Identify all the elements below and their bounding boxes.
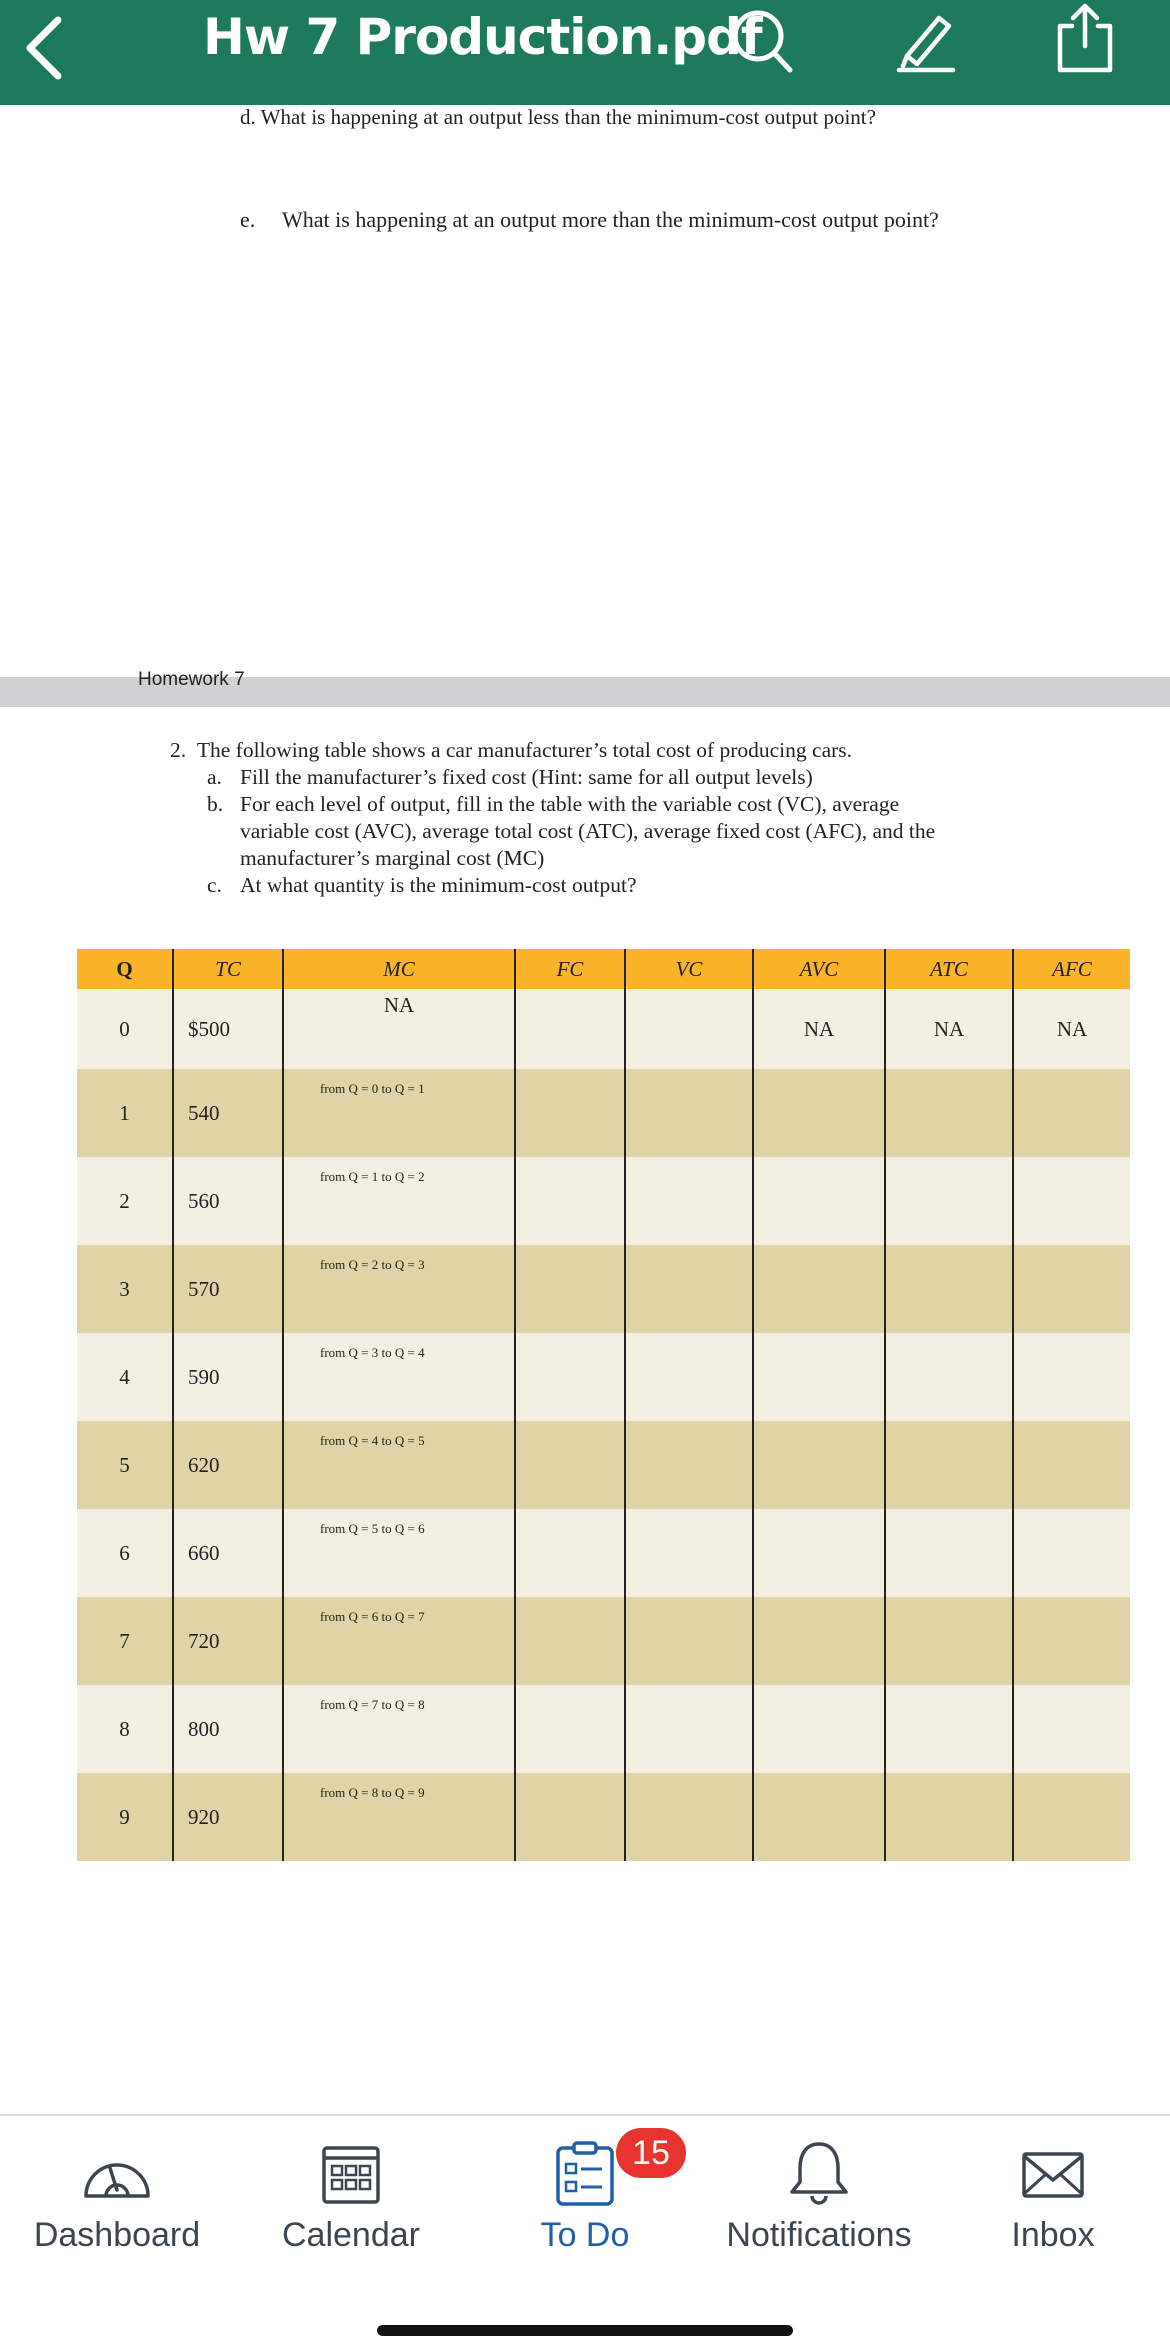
- todo-list-icon: [548, 2138, 622, 2208]
- cell-atc: [885, 1597, 1013, 1685]
- cell-atc: [885, 1685, 1013, 1773]
- cell-mc: from Q = 8 to Q = 9: [283, 1773, 515, 1861]
- cell-fc: [515, 989, 625, 1069]
- top-navigation-bar: [0, 0, 1170, 105]
- cell-fc: [515, 1509, 625, 1597]
- cell-q: 7: [77, 1597, 173, 1685]
- cell-avc: NA: [753, 989, 885, 1069]
- cell-afc: [1013, 1597, 1130, 1685]
- cell-fc: [515, 1597, 625, 1685]
- header-avc: AVC: [753, 949, 885, 989]
- cell-q: 0: [77, 989, 173, 1069]
- dashboard-gauge-icon: [80, 2138, 154, 2208]
- bottom-tab-bar: [0, 2114, 1170, 2338]
- cell-mc: from Q = 5 to Q = 6: [283, 1509, 515, 1597]
- tab-dashboard-label: Dashboard: [33, 2216, 201, 2254]
- cell-mc: from Q = 2 to Q = 3: [283, 1245, 515, 1333]
- homework-label: Homework 7: [138, 669, 245, 690]
- table-header-row: [77, 949, 1130, 989]
- tab-todo-label: To Do: [540, 2216, 630, 2254]
- bell-icon: [782, 2138, 856, 2208]
- share-icon[interactable]: [1050, 0, 1120, 76]
- todo-count-badge: 15: [616, 2128, 686, 2178]
- cell-vc: [625, 1773, 753, 1861]
- cell-afc: [1013, 1245, 1130, 1333]
- part-c-label: c.: [207, 873, 222, 897]
- cell-vc: [625, 989, 753, 1069]
- cell-afc: [1013, 1685, 1130, 1773]
- cell-tc: 590: [173, 1333, 283, 1421]
- cell-fc: [515, 1421, 625, 1509]
- tab-calendar-label: Calendar: [282, 2216, 420, 2254]
- table-row: [77, 1421, 1130, 1509]
- tab-calendar[interactable]: [234, 2116, 468, 2276]
- table-row: [77, 1245, 1130, 1333]
- question-e: [240, 207, 939, 233]
- header-tc: TC: [173, 949, 283, 989]
- cell-mc: from Q = 6 to Q = 7: [283, 1597, 515, 1685]
- cell-mc: NA: [283, 989, 515, 1069]
- home-indicator[interactable]: [377, 2325, 793, 2336]
- header-vc: VC: [625, 949, 753, 989]
- cell-fc: [515, 1685, 625, 1773]
- cell-tc: 920: [173, 1773, 283, 1861]
- cell-tc: 800: [173, 1685, 283, 1773]
- envelope-icon: [1016, 2138, 1090, 2208]
- cell-atc: [885, 1509, 1013, 1597]
- cell-q: 8: [77, 1685, 173, 1773]
- problem-2: [170, 737, 1070, 899]
- problem-part-c: [170, 872, 1070, 899]
- table-row: [77, 1069, 1130, 1157]
- cell-tc: 660: [173, 1509, 283, 1597]
- cell-mc: from Q = 7 to Q = 8: [283, 1685, 515, 1773]
- table-row: [77, 1333, 1130, 1421]
- cell-avc: [753, 1245, 885, 1333]
- part-c-text: At what quantity is the minimum-cost output?: [240, 873, 637, 897]
- cell-mc: from Q = 4 to Q = 5: [283, 1421, 515, 1509]
- highlighter-icon[interactable]: [893, 4, 959, 74]
- cell-vc: [625, 1333, 753, 1421]
- cell-afc: NA: [1013, 989, 1130, 1069]
- table-row: [77, 1773, 1130, 1861]
- cell-avc: [753, 1685, 885, 1773]
- cell-q: 9: [77, 1773, 173, 1861]
- problem-part-b-line3: manufacturer’s marginal cost (MC): [240, 846, 545, 870]
- table-row: [77, 1157, 1130, 1245]
- cell-q: 4: [77, 1333, 173, 1421]
- table-row: [77, 1509, 1130, 1597]
- cell-avc: [753, 1333, 885, 1421]
- cell-tc: 560: [173, 1157, 283, 1245]
- header-atc: ATC: [885, 949, 1013, 989]
- chevron-left-icon[interactable]: [18, 12, 68, 84]
- problem-intro: [170, 737, 1070, 764]
- cell-vc: [625, 1245, 753, 1333]
- cell-avc: [753, 1157, 885, 1245]
- cell-avc: [753, 1597, 885, 1685]
- cell-mc: from Q = 1 to Q = 2: [283, 1157, 515, 1245]
- cell-atc: [885, 1245, 1013, 1333]
- cell-afc: [1013, 1069, 1130, 1157]
- cell-afc: [1013, 1157, 1130, 1245]
- cell-afc: [1013, 1773, 1130, 1861]
- header-afc: AFC: [1013, 949, 1130, 989]
- question-e-text: What is happening at an output more than the minimum-cost output point?: [282, 207, 939, 232]
- cell-afc: [1013, 1333, 1130, 1421]
- problem-part-b: [170, 791, 1070, 818]
- search-icon[interactable]: [728, 4, 798, 74]
- cell-atc: [885, 1157, 1013, 1245]
- cell-tc: 720: [173, 1597, 283, 1685]
- question-d: d. What is happening at an output less than the minimum-cost output point?: [240, 105, 876, 129]
- cell-fc: [515, 1157, 625, 1245]
- cell-vc: [625, 1685, 753, 1773]
- part-a-text: Fill the manufacturer’s fixed cost (Hint: same for all output levels): [240, 765, 813, 789]
- part-a-label: a.: [207, 765, 222, 789]
- cell-avc: [753, 1069, 885, 1157]
- document-title: Hw 7 Production.pdf: [203, 8, 762, 66]
- header-q: Q: [77, 949, 173, 989]
- cell-q: 1: [77, 1069, 173, 1157]
- cell-tc: 570: [173, 1245, 283, 1333]
- cell-vc: [625, 1597, 753, 1685]
- cell-atc: [885, 1333, 1013, 1421]
- problem-intro-text: The following table shows a car manufacturer’s total cost of producing cars.: [196, 738, 853, 762]
- cell-vc: [625, 1157, 753, 1245]
- cell-atc: [885, 1421, 1013, 1509]
- table-row: [77, 1597, 1130, 1685]
- cell-q: 2: [77, 1157, 173, 1245]
- calendar-icon: [314, 2138, 388, 2208]
- cell-mc: from Q = 0 to Q = 1: [283, 1069, 515, 1157]
- table-row: [77, 989, 1130, 1069]
- cell-afc: [1013, 1509, 1130, 1597]
- cell-tc: 540: [173, 1069, 283, 1157]
- table-row: [77, 1685, 1130, 1773]
- tab-dashboard[interactable]: [0, 2116, 234, 2276]
- problem-part-b-line2: variable cost (AVC), average total cost (ATC), average fixed cost (AFC), and the: [240, 819, 936, 843]
- cell-fc: [515, 1333, 625, 1421]
- cell-atc: [885, 1069, 1013, 1157]
- cell-q: 6: [77, 1509, 173, 1597]
- tab-inbox[interactable]: [936, 2116, 1170, 2276]
- cell-afc: [1013, 1421, 1130, 1509]
- cell-q: 3: [77, 1245, 173, 1333]
- cell-fc: [515, 1069, 625, 1157]
- tab-notifications-label: Notifications: [726, 2216, 912, 2254]
- cell-vc: [625, 1421, 753, 1509]
- cell-vc: [625, 1069, 753, 1157]
- part-b-label: b.: [207, 792, 224, 816]
- cell-tc: $500: [173, 989, 283, 1069]
- problem-part-a: [170, 764, 1070, 791]
- cell-fc: [515, 1245, 625, 1333]
- header-fc: FC: [515, 949, 625, 989]
- problem-number: 2.: [170, 738, 187, 762]
- question-e-label: e.: [240, 207, 256, 232]
- cell-tc: 620: [173, 1421, 283, 1509]
- part-b-line1: For each level of output, fill in the table with the variable cost (VC), average: [240, 792, 900, 816]
- tab-notifications[interactable]: [702, 2116, 936, 2276]
- cell-atc: [885, 1773, 1013, 1861]
- cell-atc: NA: [885, 989, 1013, 1069]
- cell-avc: [753, 1773, 885, 1861]
- cost-table: [77, 949, 1130, 1861]
- cell-avc: [753, 1509, 885, 1597]
- cell-q: 5: [77, 1421, 173, 1509]
- tab-inbox-label: Inbox: [1011, 2216, 1095, 2254]
- header-mc: MC: [283, 949, 515, 989]
- cell-fc: [515, 1773, 625, 1861]
- cell-vc: [625, 1509, 753, 1597]
- cell-mc: from Q = 3 to Q = 4: [283, 1333, 515, 1421]
- cell-avc: [753, 1421, 885, 1509]
